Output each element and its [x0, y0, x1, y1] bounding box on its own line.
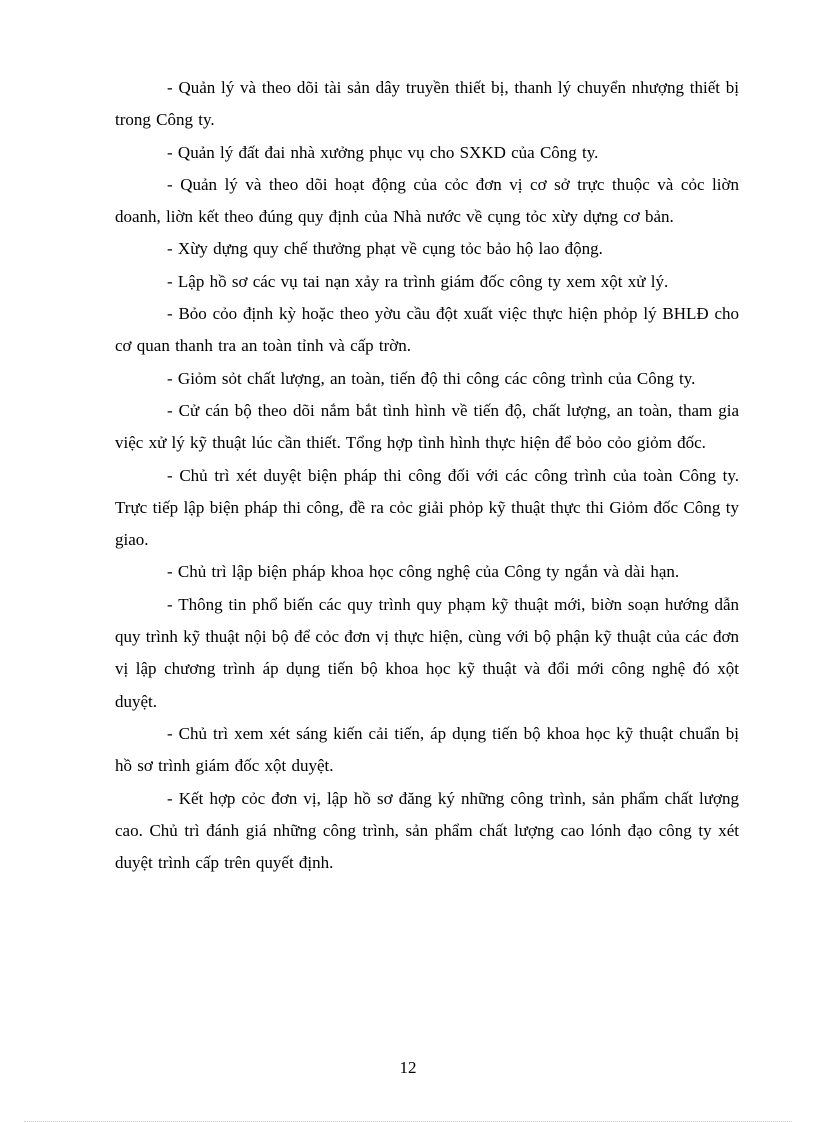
paragraph: - Quản lý đất đai nhà xưởng phục vụ cho SXKD của Công ty. [167, 142, 599, 162]
paragraph: - Kết hợp cỏc đơn vị, lập hồ sơ đăng ký những công trình, sản phẩm chất lượng cao. Chủ trì đánh giá những công trình, sản phẩm chất lượng cao lónh đạo công ty xét duyệt trình cấp trên quyết định. [115, 788, 739, 873]
paragraph: - Chủ trì xét duyệt biện pháp thi công đối với các công trình của toàn Công ty. Trực tiếp lập biện pháp thi công, đề ra cỏc giải phỏp kỹ thuật thực thi Giỏm đốc Công ty giao. [115, 465, 739, 550]
paragraph: - Lập hồ sơ các vụ tai nạn xảy ra trình giám đốc công ty xem xột xử lý. [167, 271, 669, 291]
paragraph: - Quản lý và theo dõi hoạt động của cỏc đơn vị cơ sở trực thuộc và cỏc liờn doanh, liờn kết theo đúng quy định của Nhà nước về cụng tỏc xừy dựng cơ bản. [115, 174, 739, 227]
document-body [115, 72, 739, 879]
page-number: 12 [399, 1058, 417, 1077]
paragraph: - Chủ trì xem xét sáng kiến cải tiến, áp dụng tiến bộ khoa học kỹ thuật chuẩn bị hồ sơ trình giám đốc xột duyệt. [115, 723, 739, 776]
paragraph: - Giỏm sỏt chất lượng, an toàn, tiến độ thi công các công trình của Công ty. [167, 368, 696, 388]
page-bottom-divider [24, 1121, 792, 1122]
paragraph: - Xừy dựng quy chế thưởng phạt về cụng tỏc bảo hộ lao động. [167, 239, 603, 259]
paragraph: - Bỏo cỏo định kỳ hoặc theo yờu cầu đột xuất việc thực hiện phỏp lý BHLĐ cho cơ quan thanh tra an toàn tỉnh và cấp trờn. [115, 304, 739, 356]
paragraph: - Chủ trì lập biện pháp khoa học công nghệ của Công ty ngắn và dài hạn. [167, 562, 680, 582]
paragraph: - Cử cán bộ theo dõi nắm bắt tình hình về tiến độ, chất lượng, an toàn, tham gia việc xử lý kỹ thuật lúc cần thiết. Tổng hợp tình hình thực hiện để bỏo cỏo giỏm đốc. [115, 400, 739, 453]
paragraph: - Quản lý và theo dõi tài sản dây truyền thiết bị, thanh lý chuyển nhượng thiết bị trong Công ty. [115, 78, 739, 130]
paragraph: - Thông tin phổ biến các quy trình quy phạm kỹ thuật mới, biờn soạn hướng dẫn quy trình kỹ thuật nội bộ để cỏc đơn vị thực hiện, cùng với bộ phận kỹ thuật của các đơn vị lập chương trình áp dụng tiến bộ khoa học kỹ thuật và đổi mới công nghệ đó xột duyệt. [115, 594, 739, 711]
